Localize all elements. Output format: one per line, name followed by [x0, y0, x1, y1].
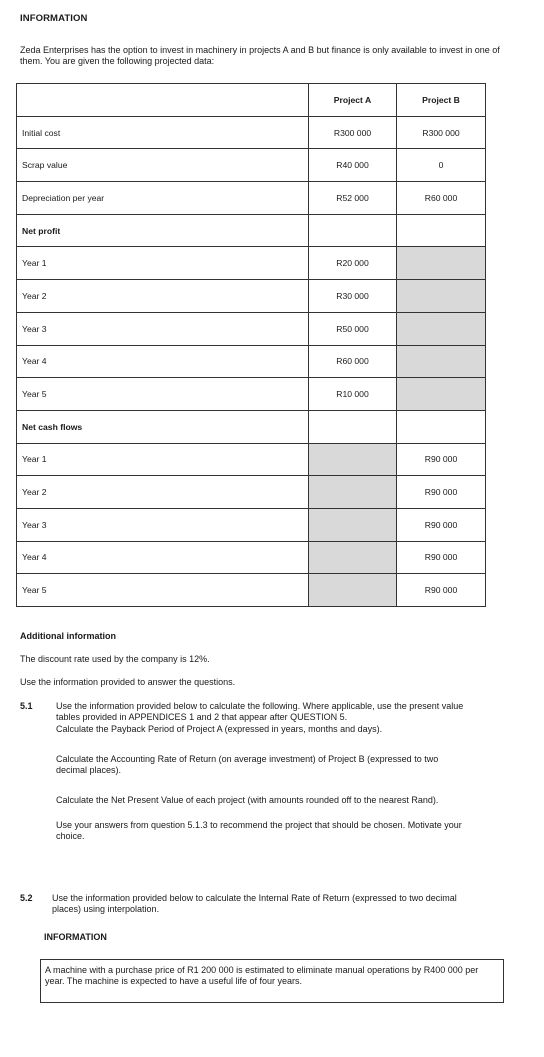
project-b-cell [397, 345, 486, 378]
table-row [17, 378, 486, 411]
row-label: Year 2 [17, 476, 309, 509]
instruction-text: Use the information provided to answer the questions. [20, 677, 236, 687]
row-label: Net cash flows [17, 410, 309, 443]
row-label: Depreciation per year [17, 182, 309, 215]
question-5-1-text: Use the information provided below to calculate the following. Where applicable, use the present value tables provided in APPENDICES 1 and 2 that appear after QUESTION 5. [56, 701, 464, 722]
project-b-cell: R90 000 [397, 574, 486, 607]
project-b-cell [397, 410, 486, 443]
row-label: Initial cost [17, 116, 309, 149]
project-b-cell: R300 000 [397, 116, 486, 149]
project-b-cell: R60 000 [397, 182, 486, 215]
discount-rate-text: The discount rate used by the company is 12%. [20, 654, 210, 664]
project-a-cell: R52 000 [309, 182, 397, 215]
project-a-cell: R40 000 [309, 149, 397, 182]
row-label: Year 2 [17, 280, 309, 313]
project-a-cell [309, 476, 397, 509]
project-a-cell [309, 508, 397, 541]
table-header-row [17, 84, 486, 117]
header-empty-cell [17, 84, 309, 117]
table-row [17, 280, 486, 313]
question-5-2-text: Use the information provided below to calculate the Internal Rate of Return (expressed to two decimal places) using interpolation. [52, 893, 457, 914]
info-heading: INFORMATION [44, 932, 107, 942]
question-number-5-2: 5.2 [20, 893, 33, 903]
row-label: Year 1 [17, 443, 309, 476]
project-a-cell [309, 214, 397, 247]
additional-heading: Additional information [20, 631, 116, 641]
table-row [17, 443, 486, 476]
project-b-cell [397, 378, 486, 411]
project-b-cell: R90 000 [397, 443, 486, 476]
table-row [17, 410, 486, 443]
project-a-cell [309, 541, 397, 574]
project-b-cell [397, 280, 486, 313]
header-project-b: Project B [397, 84, 486, 117]
project-b-cell [397, 214, 486, 247]
intro-paragraph: Zeda Enterprises has the option to invest in machinery in projects A and B but finance is only available to invest in one of them. You are given the following projected data: [20, 45, 500, 66]
row-label: Net profit [17, 214, 309, 247]
row-label: Scrap value [17, 149, 309, 182]
table-row [17, 247, 486, 280]
question-5-1-4-text: Use your answers from question 5.1.3 to recommend the project that should be chosen. Motivate your choice. [56, 820, 462, 841]
project-a-cell: R30 000 [309, 280, 397, 313]
row-label: Year 3 [17, 508, 309, 541]
project-b-cell [397, 312, 486, 345]
project-a-cell: R10 000 [309, 378, 397, 411]
page-title: INFORMATION [20, 13, 88, 24]
row-label: Year 5 [17, 378, 309, 411]
project-a-cell: R60 000 [309, 345, 397, 378]
row-label: Year 3 [17, 312, 309, 345]
project-a-cell [309, 410, 397, 443]
projects-table [16, 83, 486, 607]
table-row [17, 508, 486, 541]
table-row [17, 574, 486, 607]
project-b-cell: R90 000 [397, 476, 486, 509]
table-row [17, 312, 486, 345]
project-b-cell [397, 247, 486, 280]
question-5-1-3-text: Calculate the Net Present Value of each project (with amounts rounded off to the nearest Rand). [56, 795, 439, 805]
project-a-cell: R50 000 [309, 312, 397, 345]
table-row [17, 182, 486, 215]
project-b-cell: R90 000 [397, 508, 486, 541]
machine-info-box: A machine with a purchase price of R1 200 000 is estimated to eliminate manual operations by R400 000 per year. The machine is expected to have a useful life of four years. [40, 959, 504, 1003]
question-5-1-2-text: Calculate the Accounting Rate of Return (on average investment) of Project B (expressed to two decimal places). [56, 754, 439, 775]
table-row [17, 214, 486, 247]
project-b-cell: 0 [397, 149, 486, 182]
row-label: Year 4 [17, 345, 309, 378]
question-5-1-1-text: Calculate the Payback Period of Project A (expressed in years, months and days). [56, 724, 383, 734]
project-a-cell [309, 443, 397, 476]
table-row [17, 116, 486, 149]
question-number-5-1: 5.1 [20, 701, 33, 711]
table-row [17, 541, 486, 574]
project-a-cell: R300 000 [309, 116, 397, 149]
project-b-cell: R90 000 [397, 541, 486, 574]
table-row [17, 149, 486, 182]
row-label: Year 4 [17, 541, 309, 574]
table-row [17, 476, 486, 509]
project-a-cell [309, 574, 397, 607]
table-row [17, 345, 486, 378]
row-label: Year 5 [17, 574, 309, 607]
project-a-cell: R20 000 [309, 247, 397, 280]
header-project-a: Project A [309, 84, 397, 117]
row-label: Year 1 [17, 247, 309, 280]
